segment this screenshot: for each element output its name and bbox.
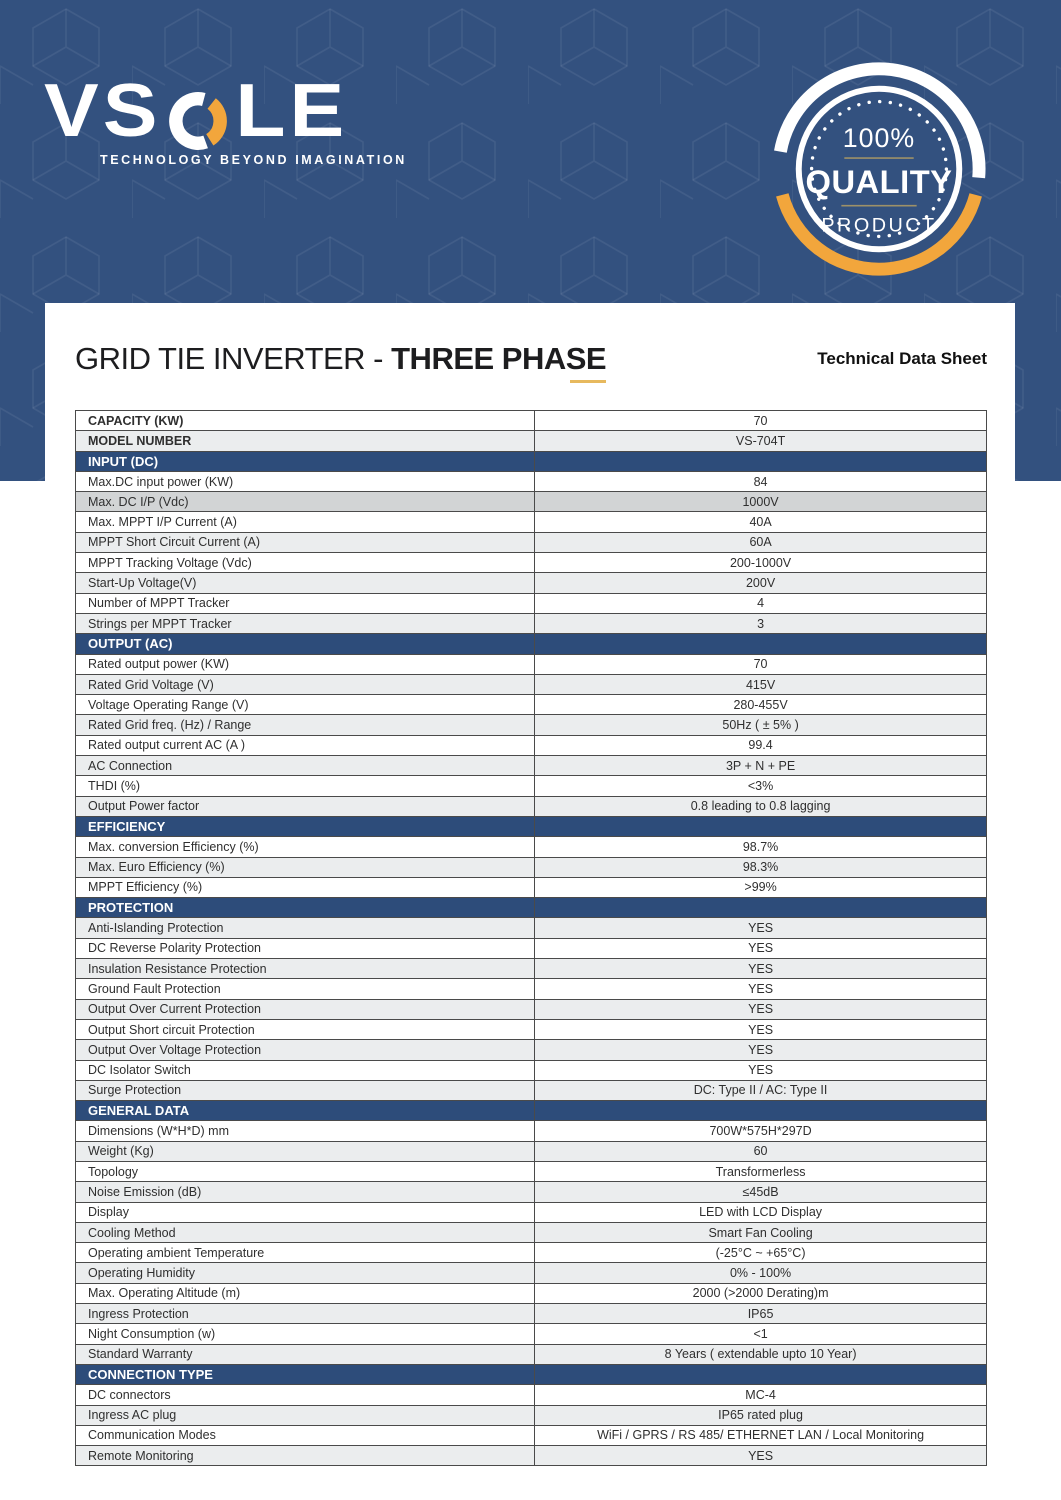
title-underline — [570, 380, 606, 384]
quality-badge — [770, 60, 988, 278]
spec-value: IP65 rated plug — [535, 1405, 987, 1425]
spec-value: Smart Fan Cooling — [535, 1222, 987, 1242]
spec-value: 4 — [535, 593, 987, 613]
badge-text-product: PRODUCT — [821, 214, 937, 237]
spec-label: CAPACITY (KW) — [76, 411, 535, 431]
table-row — [76, 796, 987, 816]
spec-label: Max. Operating Altitude (m) — [76, 1283, 535, 1303]
spec-label: Noise Emission (dB) — [76, 1182, 535, 1202]
table-row — [76, 674, 987, 694]
section-header-label: CONNECTION TYPE — [76, 1364, 535, 1384]
spec-label: Output Over Current Protection — [76, 999, 535, 1019]
spec-value: LED with LCD Display — [535, 1202, 987, 1222]
spec-label: Output Over Voltage Protection — [76, 1040, 535, 1060]
logo-o-icon — [168, 83, 228, 143]
table-row — [76, 492, 987, 512]
table-row — [76, 999, 987, 1019]
spec-value: 98.3% — [535, 857, 987, 877]
section-header-spacer — [535, 1101, 987, 1121]
spec-value: 40A — [535, 512, 987, 532]
section-header-label: PROTECTION — [76, 898, 535, 918]
section-header-row — [76, 1101, 987, 1121]
table-row — [76, 1080, 987, 1100]
title-row — [75, 333, 987, 383]
section-header-spacer — [535, 1364, 987, 1384]
spec-label: Remote Monitoring — [76, 1446, 535, 1466]
spec-label: Voltage Operating Range (V) — [76, 695, 535, 715]
spec-value: YES — [535, 959, 987, 979]
spec-value: (-25°C ~ +65°C) — [535, 1243, 987, 1263]
spec-value: 700W*575H*297D — [535, 1121, 987, 1141]
spec-label: Communication Modes — [76, 1425, 535, 1445]
section-header-spacer — [535, 816, 987, 836]
table-row — [76, 695, 987, 715]
spec-label: Max. conversion Efficiency (%) — [76, 837, 535, 857]
spec-value: IP65 — [535, 1304, 987, 1324]
table-row — [76, 471, 987, 491]
spec-value: 84 — [535, 471, 987, 491]
spec-value: YES — [535, 1446, 987, 1466]
spec-label: Max.DC input power (KW) — [76, 471, 535, 491]
section-header-label: OUTPUT (AC) — [76, 634, 535, 654]
section-header-row — [76, 816, 987, 836]
logo-text-prefix: VS — [44, 68, 162, 153]
spec-label: Cooling Method — [76, 1222, 535, 1242]
spec-label: Start-Up Voltage(V) — [76, 573, 535, 593]
spec-value: WiFi / GPRS / RS 485/ ETHERNET LAN / Local Monitoring — [535, 1425, 987, 1445]
section-header-spacer — [535, 898, 987, 918]
spec-value: 70 — [535, 654, 987, 674]
table-row — [76, 1060, 987, 1080]
table-row — [76, 979, 987, 999]
spec-label: Rated output current AC (A ) — [76, 735, 535, 755]
spec-label: Strings per MPPT Tracker — [76, 613, 535, 633]
table-row — [76, 553, 987, 573]
section-header-spacer — [535, 451, 987, 471]
table-row — [76, 1161, 987, 1181]
table-row — [76, 573, 987, 593]
spec-label: MODEL NUMBER — [76, 431, 535, 451]
table-row — [76, 1040, 987, 1060]
table-row — [76, 715, 987, 735]
table-row — [76, 1405, 987, 1425]
badge-text-100: 100% — [842, 123, 916, 154]
table-row — [76, 735, 987, 755]
spec-value: ≤45dB — [535, 1182, 987, 1202]
table-row — [76, 1182, 987, 1202]
table-row — [76, 938, 987, 958]
spec-value: 60 — [535, 1141, 987, 1161]
spec-value: 0.8 leading to 0.8 lagging — [535, 796, 987, 816]
table-row — [76, 593, 987, 613]
spec-value: YES — [535, 1040, 987, 1060]
spec-value: 415V — [535, 674, 987, 694]
spec-label: Standard Warranty — [76, 1344, 535, 1364]
spec-label: Operating Humidity — [76, 1263, 535, 1283]
spec-label: Night Consumption (w) — [76, 1324, 535, 1344]
brand-logo — [44, 70, 348, 152]
table-row — [76, 1324, 987, 1344]
spec-label: AC Connection — [76, 756, 535, 776]
spec-value: 1000V — [535, 492, 987, 512]
spec-label: Ingress Protection — [76, 1304, 535, 1324]
spec-label: Number of MPPT Tracker — [76, 593, 535, 613]
spec-value: 0% - 100% — [535, 1263, 987, 1283]
table-row — [76, 1344, 987, 1364]
spec-value: YES — [535, 1019, 987, 1039]
table-row — [76, 837, 987, 857]
spec-label: MPPT Short Circuit Current (A) — [76, 532, 535, 552]
spec-label: Dimensions (W*H*D) mm — [76, 1121, 535, 1141]
section-header-label: EFFICIENCY — [76, 816, 535, 836]
title-bold: THREE PHASE — [391, 341, 606, 376]
spec-label: DC Reverse Polarity Protection — [76, 938, 535, 958]
spec-label: Ingress AC plug — [76, 1405, 535, 1425]
table-row — [76, 1121, 987, 1141]
content-panel — [45, 303, 1015, 1500]
spec-label: Weight (Kg) — [76, 1141, 535, 1161]
section-header-row — [76, 898, 987, 918]
badge-text-quality: QUALITY — [805, 162, 953, 200]
table-row — [76, 654, 987, 674]
spec-value: Transformerless — [535, 1161, 987, 1181]
table-row — [76, 918, 987, 938]
spec-value: 2000 (>2000 Derating)m — [535, 1283, 987, 1303]
table-row — [76, 1141, 987, 1161]
spec-label: Ground Fault Protection — [76, 979, 535, 999]
spec-label: Max. DC I/P (Vdc) — [76, 492, 535, 512]
table-row — [76, 1243, 987, 1263]
table-row — [76, 613, 987, 633]
spec-label: Max. Euro Efficiency (%) — [76, 857, 535, 877]
spec-value: 200-1000V — [535, 553, 987, 573]
spec-value: MC-4 — [535, 1385, 987, 1405]
spec-value: 60A — [535, 532, 987, 552]
table-row — [76, 411, 987, 431]
table-row — [76, 1304, 987, 1324]
table-row — [76, 776, 987, 796]
title-regular: GRID TIE INVERTER - — [75, 341, 392, 376]
table-row — [76, 1446, 987, 1466]
spec-table — [75, 410, 987, 1466]
spec-value: 280-455V — [535, 695, 987, 715]
spec-value: YES — [535, 938, 987, 958]
spec-label: Topology — [76, 1161, 535, 1181]
spec-label: DC connectors — [76, 1385, 535, 1405]
spec-value: YES — [535, 999, 987, 1019]
table-row — [76, 959, 987, 979]
spec-label: Rated Grid freq. (Hz) / Range — [76, 715, 535, 735]
spec-value: <3% — [535, 776, 987, 796]
table-row — [76, 1283, 987, 1303]
table-row — [76, 431, 987, 451]
spec-label: Max. MPPT I/P Current (A) — [76, 512, 535, 532]
spec-value: 3P + N + PE — [535, 756, 987, 776]
spec-label: Display — [76, 1202, 535, 1222]
table-row — [76, 756, 987, 776]
spec-label: Output Power factor — [76, 796, 535, 816]
section-header-spacer — [535, 634, 987, 654]
spec-label: Rated output power (KW) — [76, 654, 535, 674]
spec-value: DC: Type II / AC: Type II — [535, 1080, 987, 1100]
spec-label: Anti-Islanding Protection — [76, 918, 535, 938]
spec-value: 50Hz ( ± 5% ) — [535, 715, 987, 735]
doc-type-label: Technical Data Sheet — [817, 349, 987, 368]
section-header-label: GENERAL DATA — [76, 1101, 535, 1121]
spec-label: Surge Protection — [76, 1080, 535, 1100]
spec-label: THDI (%) — [76, 776, 535, 796]
section-header-row — [76, 1364, 987, 1384]
table-row — [76, 512, 987, 532]
page-title — [75, 341, 606, 377]
table-row — [76, 1222, 987, 1242]
table-row — [76, 1019, 987, 1039]
logo-text-suffix: LE — [235, 68, 349, 153]
spec-label: Rated Grid Voltage (V) — [76, 674, 535, 694]
spec-value: >99% — [535, 877, 987, 897]
spec-value: 3 — [535, 613, 987, 633]
spec-label: DC Isolator Switch — [76, 1060, 535, 1080]
table-row — [76, 1263, 987, 1283]
spec-value: YES — [535, 1060, 987, 1080]
spec-value: YES — [535, 979, 987, 999]
spec-value: <1 — [535, 1324, 987, 1344]
spec-label: Operating ambient Temperature — [76, 1243, 535, 1263]
table-row — [76, 1425, 987, 1445]
spec-value: 200V — [535, 573, 987, 593]
section-header-label: INPUT (DC) — [76, 451, 535, 471]
spec-value: VS-704T — [535, 431, 987, 451]
table-row — [76, 1202, 987, 1222]
spec-label: MPPT Efficiency (%) — [76, 877, 535, 897]
section-header-row — [76, 634, 987, 654]
table-row — [76, 1385, 987, 1405]
spec-value: 70 — [535, 411, 987, 431]
spec-value: 8 Years ( extendable upto 10 Year) — [535, 1344, 987, 1364]
spec-label: Output Short circuit Protection — [76, 1019, 535, 1039]
spec-value: 99.4 — [535, 735, 987, 755]
brand-tagline: TECHNOLOGY BEYOND IMAGINATION — [100, 153, 407, 167]
spec-value: 98.7% — [535, 837, 987, 857]
spec-label: MPPT Tracking Voltage (Vdc) — [76, 553, 535, 573]
table-row — [76, 532, 987, 552]
spec-value: YES — [535, 918, 987, 938]
section-header-row — [76, 451, 987, 471]
table-row — [76, 877, 987, 897]
spec-label: Insulation Resistance Protection — [76, 959, 535, 979]
table-row — [76, 857, 987, 877]
